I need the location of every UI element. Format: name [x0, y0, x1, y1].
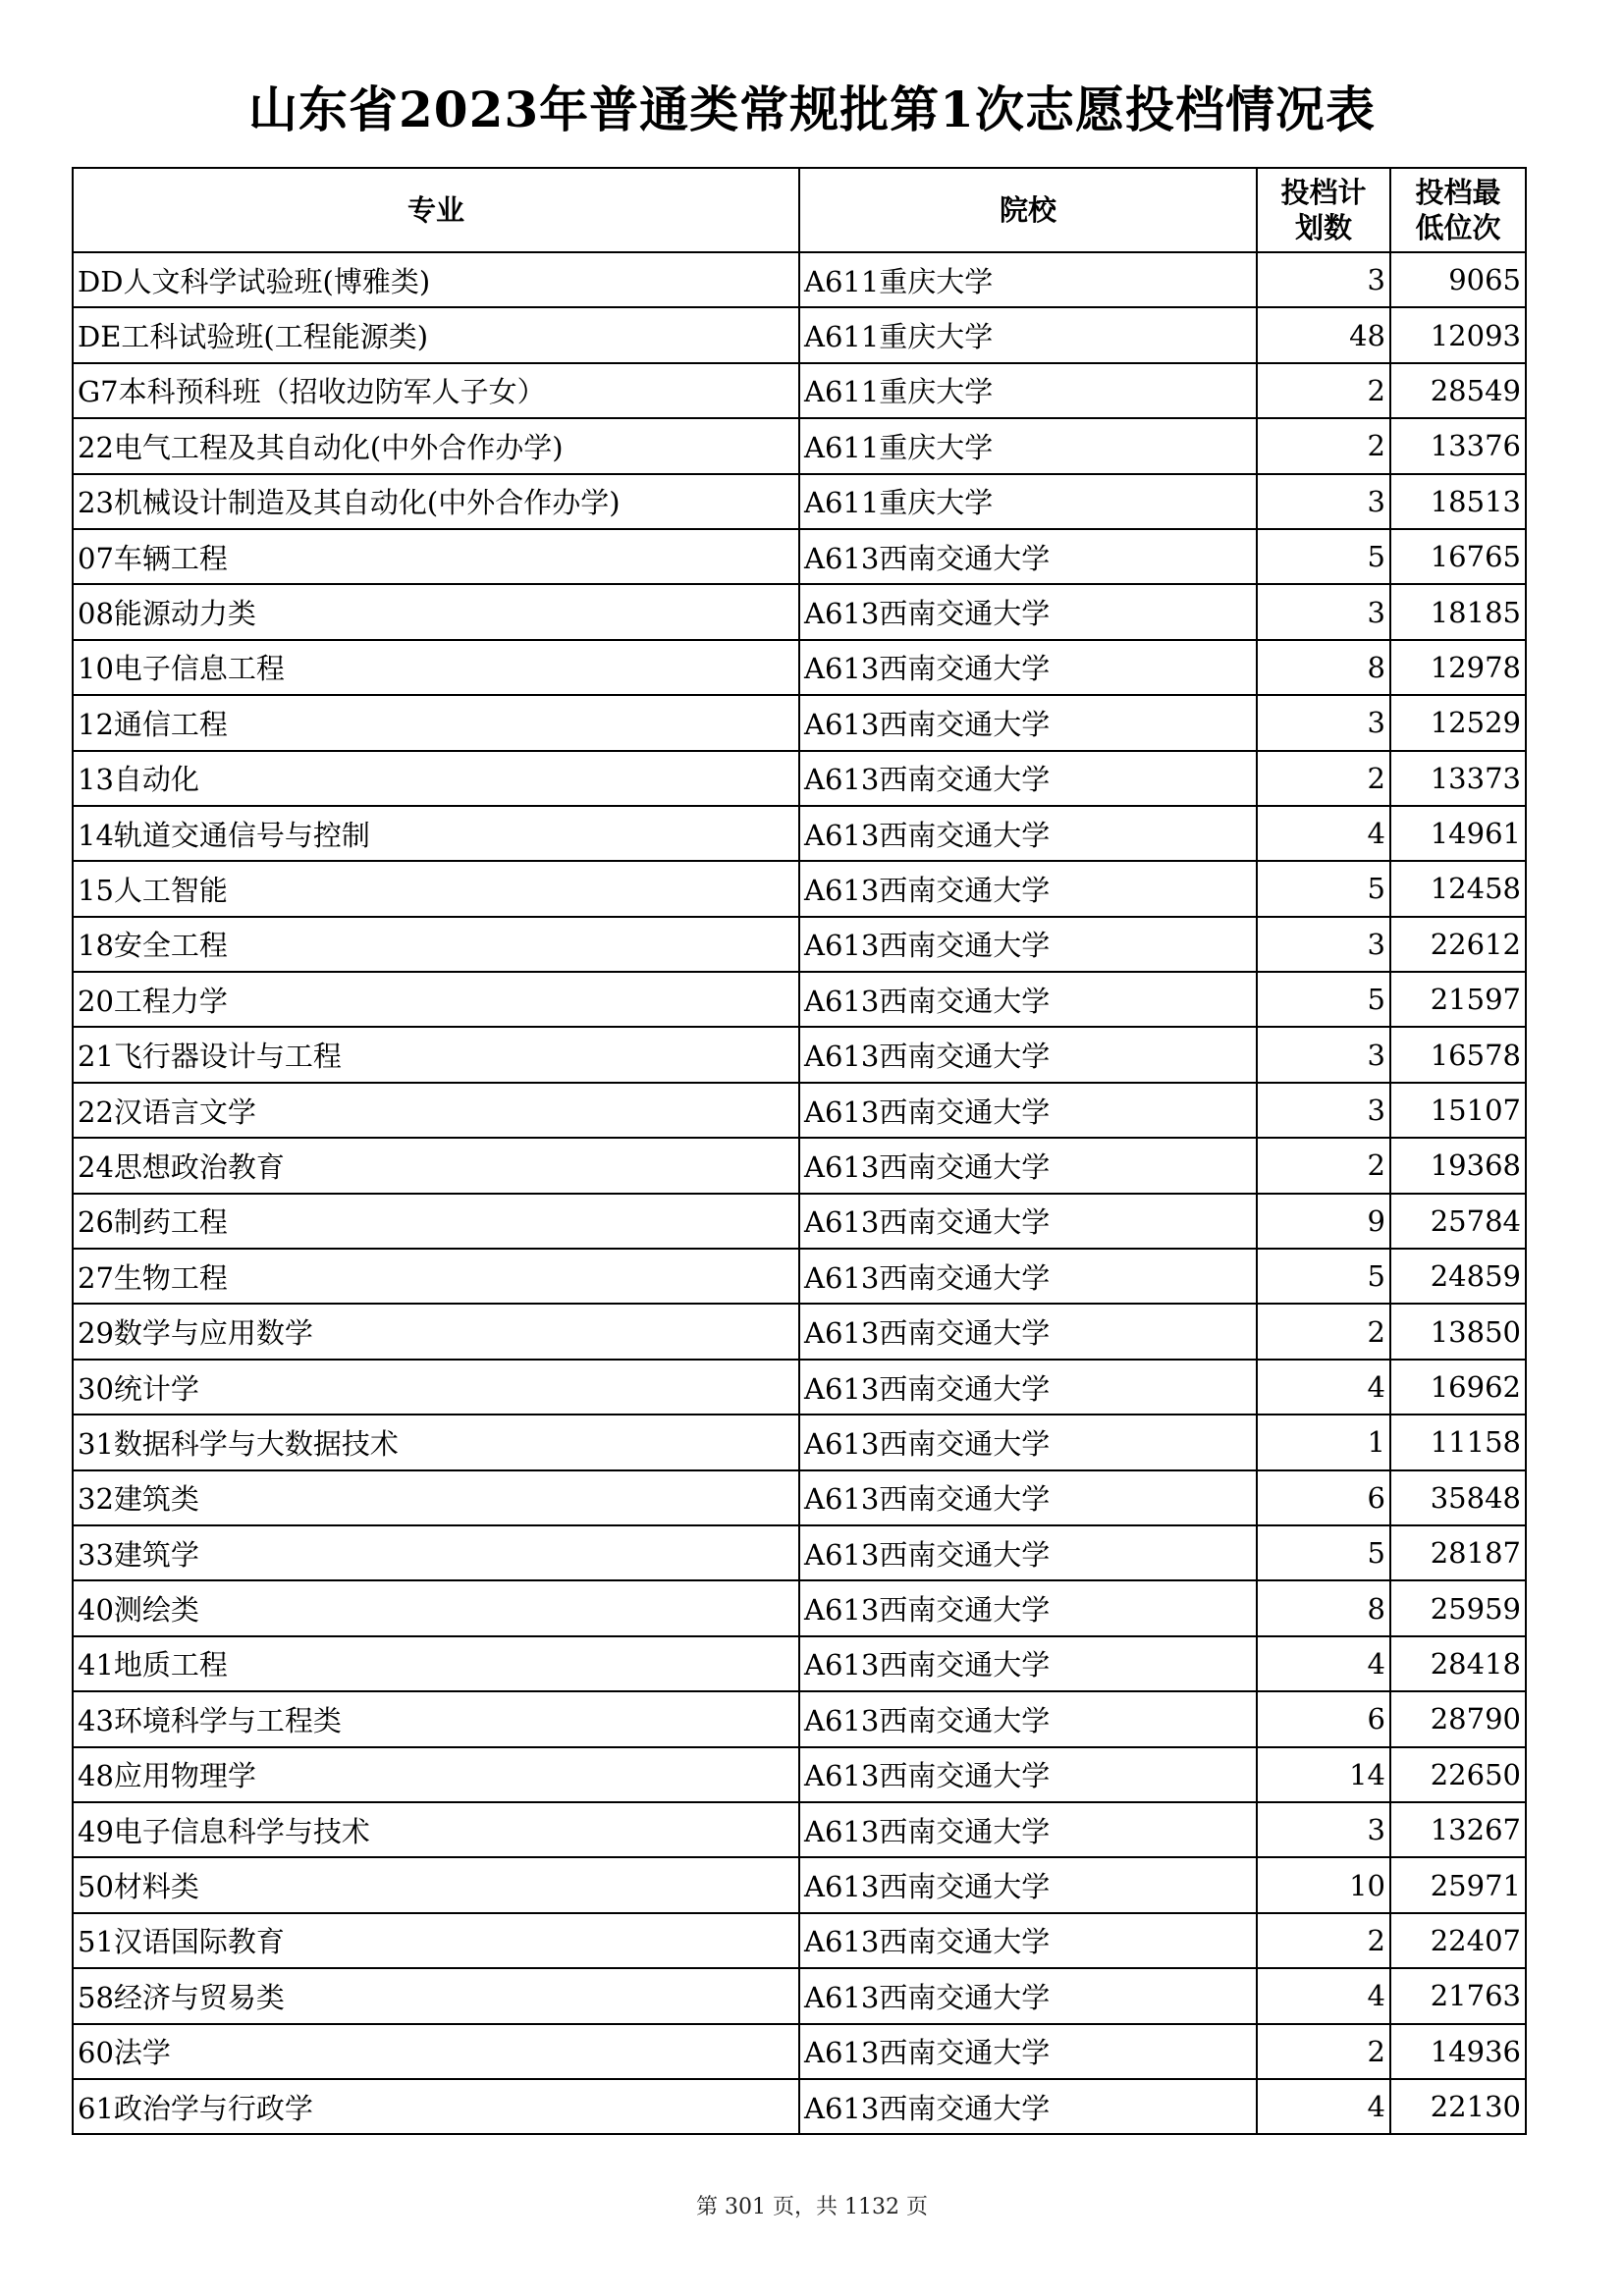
page-title: 山东省2023年普通类常规批第1次志愿投档情况表 — [248, 80, 1376, 138]
cell-school: A613西南交通大学 — [799, 1525, 1257, 1580]
cell-school: A613西南交通大学 — [799, 1138, 1257, 1193]
header-rank-line2: 低位次 — [1415, 211, 1501, 244]
cell-school: A611重庆大学 — [799, 252, 1257, 307]
cell-major: 07车辆工程 — [73, 529, 799, 584]
cell-school: A613西南交通大学 — [799, 2079, 1257, 2134]
cell-plan: 5 — [1257, 972, 1390, 1027]
cell-plan: 6 — [1257, 1470, 1390, 1525]
cell-rank: 11158 — [1390, 1415, 1526, 1469]
cell-major: 60法学 — [73, 2024, 799, 2079]
cell-school: A611重庆大学 — [799, 307, 1257, 362]
table-row — [73, 2079, 1526, 2134]
table-row — [73, 1913, 1526, 1968]
cell-school: A613西南交通大学 — [799, 1747, 1257, 1802]
table-row — [73, 1304, 1526, 1359]
cell-rank: 25784 — [1390, 1194, 1526, 1249]
table-row — [73, 1027, 1526, 1082]
header-plan — [1257, 168, 1390, 252]
cell-major: 49电子信息科学与技术 — [73, 1802, 799, 1857]
cell-rank: 15107 — [1390, 1083, 1526, 1138]
cell-plan: 2 — [1257, 2024, 1390, 2079]
table-body — [73, 252, 1526, 2134]
table-row — [73, 584, 1526, 639]
cell-school: A613西南交通大学 — [799, 695, 1257, 750]
cell-plan: 2 — [1257, 1138, 1390, 1193]
table-row — [73, 418, 1526, 473]
header-school: 院校 — [799, 168, 1257, 252]
cell-plan: 3 — [1257, 1802, 1390, 1857]
table-row — [73, 1525, 1526, 1580]
cell-rank: 13376 — [1390, 418, 1526, 473]
table-row — [73, 1415, 1526, 1469]
cell-major: 15人工智能 — [73, 861, 799, 916]
cell-rank: 12458 — [1390, 861, 1526, 916]
cell-school: A613西南交通大学 — [799, 1802, 1257, 1857]
header-rank-line1: 投档最 — [1415, 176, 1501, 209]
cell-plan: 4 — [1257, 1636, 1390, 1691]
cell-school: A613西南交通大学 — [799, 1470, 1257, 1525]
table-header-row — [73, 168, 1526, 252]
cell-major: 61政治学与行政学 — [73, 2079, 799, 2134]
cell-major: 18安全工程 — [73, 917, 799, 972]
cell-major: 22汉语言文学 — [73, 1083, 799, 1138]
cell-major: 30统计学 — [73, 1360, 799, 1415]
cell-rank: 12529 — [1390, 695, 1526, 750]
table-row — [73, 1802, 1526, 1857]
cell-plan: 3 — [1257, 695, 1390, 750]
cell-plan: 3 — [1257, 474, 1390, 529]
cell-rank: 21597 — [1390, 972, 1526, 1027]
table-row — [73, 1636, 1526, 1691]
cell-school: A611重庆大学 — [799, 363, 1257, 418]
cell-plan: 3 — [1257, 1027, 1390, 1082]
cell-school: A611重庆大学 — [799, 418, 1257, 473]
cell-plan: 4 — [1257, 1360, 1390, 1415]
cell-plan: 6 — [1257, 1691, 1390, 1746]
cell-school: A613西南交通大学 — [799, 1691, 1257, 1746]
cell-school: A613西南交通大学 — [799, 1194, 1257, 1249]
table-row — [73, 861, 1526, 916]
cell-major: 12通信工程 — [73, 695, 799, 750]
cell-school: A611重庆大学 — [799, 474, 1257, 529]
cell-rank: 25971 — [1390, 1857, 1526, 1912]
cell-plan: 4 — [1257, 2079, 1390, 2134]
cell-rank: 16578 — [1390, 1027, 1526, 1082]
cell-school: A613西南交通大学 — [799, 806, 1257, 861]
cell-rank: 21763 — [1390, 1968, 1526, 2023]
cell-rank: 13850 — [1390, 1304, 1526, 1359]
table-row — [73, 1138, 1526, 1193]
cell-major: 58经济与贸易类 — [73, 1968, 799, 2023]
cell-rank: 9065 — [1390, 252, 1526, 307]
table-row — [73, 917, 1526, 972]
table-row — [73, 1360, 1526, 1415]
cell-major: 29数学与应用数学 — [73, 1304, 799, 1359]
cell-major: 33建筑学 — [73, 1525, 799, 1580]
cell-plan: 9 — [1257, 1194, 1390, 1249]
cell-school: A613西南交通大学 — [799, 1249, 1257, 1304]
cell-school: A613西南交通大学 — [799, 640, 1257, 695]
header-rank — [1390, 168, 1526, 252]
header-plan-line1: 投档计 — [1280, 176, 1367, 209]
cell-school: A613西南交通大学 — [799, 1415, 1257, 1469]
table-row — [73, 2024, 1526, 2079]
cell-school: A613西南交通大学 — [799, 917, 1257, 972]
table-row — [73, 751, 1526, 806]
cell-rank: 19368 — [1390, 1138, 1526, 1193]
cell-school: A613西南交通大学 — [799, 1968, 1257, 2023]
cell-major: 50材料类 — [73, 1857, 799, 1912]
cell-rank: 14936 — [1390, 2024, 1526, 2079]
cell-rank: 22612 — [1390, 917, 1526, 972]
header-plan-line2: 划数 — [1294, 211, 1352, 244]
cell-major: 23机械设计制造及其自动化(中外合作办学) — [73, 474, 799, 529]
cell-major: 27生物工程 — [73, 1249, 799, 1304]
cell-plan: 5 — [1257, 529, 1390, 584]
cell-major: 48应用物理学 — [73, 1747, 799, 1802]
cell-rank: 16765 — [1390, 529, 1526, 584]
cell-rank: 12093 — [1390, 307, 1526, 362]
admission-table — [72, 167, 1527, 2135]
table-row — [73, 363, 1526, 418]
cell-major: 51汉语国际教育 — [73, 1913, 799, 1968]
cell-major: 10电子信息工程 — [73, 640, 799, 695]
cell-plan: 2 — [1257, 418, 1390, 473]
cell-major: 26制药工程 — [73, 1194, 799, 1249]
cell-school: A613西南交通大学 — [799, 751, 1257, 806]
cell-major: 21飞行器设计与工程 — [73, 1027, 799, 1082]
cell-major: 40测绘类 — [73, 1580, 799, 1635]
cell-rank: 22407 — [1390, 1913, 1526, 1968]
cell-school: A613西南交通大学 — [799, 861, 1257, 916]
table-row — [73, 806, 1526, 861]
cell-school: A613西南交通大学 — [799, 1304, 1257, 1359]
cell-rank: 28790 — [1390, 1691, 1526, 1746]
cell-school: A613西南交通大学 — [799, 1857, 1257, 1912]
cell-plan: 5 — [1257, 1525, 1390, 1580]
table-row — [73, 695, 1526, 750]
table-row — [73, 1857, 1526, 1912]
table-row — [73, 252, 1526, 307]
cell-rank: 18513 — [1390, 474, 1526, 529]
table-row — [73, 1747, 1526, 1802]
cell-rank: 24859 — [1390, 1249, 1526, 1304]
table-row — [73, 1691, 1526, 1746]
cell-rank: 28418 — [1390, 1636, 1526, 1691]
cell-plan: 3 — [1257, 252, 1390, 307]
cell-plan: 3 — [1257, 917, 1390, 972]
table-row — [73, 972, 1526, 1027]
cell-major: 20工程力学 — [73, 972, 799, 1027]
cell-school: A613西南交通大学 — [799, 584, 1257, 639]
cell-major: 08能源动力类 — [73, 584, 799, 639]
cell-major: 41地质工程 — [73, 1636, 799, 1691]
cell-major: 14轨道交通信号与控制 — [73, 806, 799, 861]
cell-rank: 14961 — [1390, 806, 1526, 861]
cell-plan: 10 — [1257, 1857, 1390, 1912]
cell-major: 31数据科学与大数据技术 — [73, 1415, 799, 1469]
cell-major: 13自动化 — [73, 751, 799, 806]
cell-rank: 28187 — [1390, 1525, 1526, 1580]
table-row — [73, 529, 1526, 584]
table-row — [73, 1580, 1526, 1635]
cell-plan: 2 — [1257, 1913, 1390, 1968]
cell-plan: 5 — [1257, 861, 1390, 916]
cell-school: A613西南交通大学 — [799, 1083, 1257, 1138]
cell-rank: 13373 — [1390, 751, 1526, 806]
cell-rank: 28549 — [1390, 363, 1526, 418]
cell-plan: 4 — [1257, 1968, 1390, 2023]
cell-major: G7本科预科班（招收边防军人子女） — [73, 363, 799, 418]
cell-school: A613西南交通大学 — [799, 1027, 1257, 1082]
cell-plan: 4 — [1257, 806, 1390, 861]
cell-major: 24思想政治教育 — [73, 1138, 799, 1193]
cell-school: A613西南交通大学 — [799, 1636, 1257, 1691]
cell-plan: 2 — [1257, 751, 1390, 806]
cell-plan: 8 — [1257, 1580, 1390, 1635]
cell-plan: 48 — [1257, 307, 1390, 362]
cell-school: A613西南交通大学 — [799, 972, 1257, 1027]
table-row — [73, 474, 1526, 529]
table-row — [73, 640, 1526, 695]
cell-rank: 25959 — [1390, 1580, 1526, 1635]
cell-plan: 1 — [1257, 1415, 1390, 1469]
cell-major: DD人文科学试验班(博雅类) — [73, 252, 799, 307]
cell-rank: 35848 — [1390, 1470, 1526, 1525]
cell-rank: 12978 — [1390, 640, 1526, 695]
cell-rank: 13267 — [1390, 1802, 1526, 1857]
table-row — [73, 1194, 1526, 1249]
cell-rank: 22130 — [1390, 2079, 1526, 2134]
cell-plan: 5 — [1257, 1249, 1390, 1304]
cell-plan: 2 — [1257, 1304, 1390, 1359]
cell-school: A613西南交通大学 — [799, 1913, 1257, 1968]
table-row — [73, 1968, 1526, 2023]
cell-rank: 22650 — [1390, 1747, 1526, 1802]
cell-rank: 18185 — [1390, 584, 1526, 639]
table-row — [73, 1083, 1526, 1138]
cell-major: 32建筑类 — [73, 1470, 799, 1525]
cell-plan: 8 — [1257, 640, 1390, 695]
cell-school: A613西南交通大学 — [799, 2024, 1257, 2079]
table-row — [73, 1470, 1526, 1525]
cell-plan: 2 — [1257, 363, 1390, 418]
cell-plan: 14 — [1257, 1747, 1390, 1802]
table-row — [73, 1249, 1526, 1304]
cell-school: A613西南交通大学 — [799, 529, 1257, 584]
cell-major: 43环境科学与工程类 — [73, 1691, 799, 1746]
table-row — [73, 307, 1526, 362]
cell-school: A613西南交通大学 — [799, 1360, 1257, 1415]
cell-plan: 3 — [1257, 584, 1390, 639]
cell-rank: 16962 — [1390, 1360, 1526, 1415]
header-major: 专业 — [73, 168, 799, 252]
cell-major: 22电气工程及其自动化(中外合作办学) — [73, 418, 799, 473]
cell-school: A613西南交通大学 — [799, 1580, 1257, 1635]
cell-plan: 3 — [1257, 1083, 1390, 1138]
cell-major: DE工科试验班(工程能源类) — [73, 307, 799, 362]
page-footer: 第 301 页，共 1132 页 — [696, 2195, 928, 2219]
